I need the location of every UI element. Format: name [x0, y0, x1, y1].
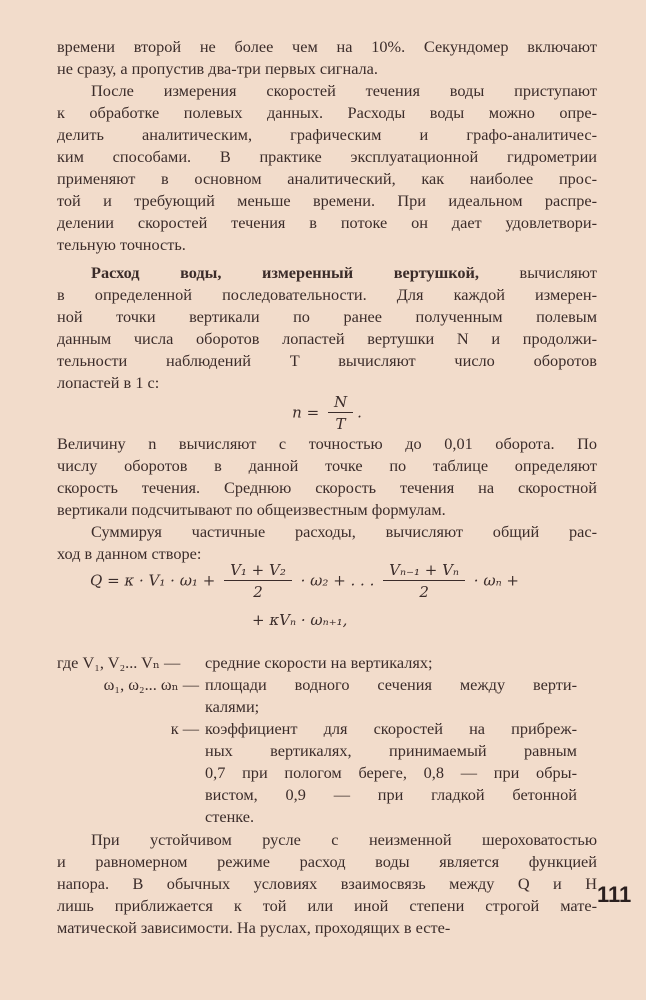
text-line: вертикали подсчитывают по общеизвестным формулам. [57, 500, 446, 519]
legend-definition: ных вертикалях, принимаемый равным [205, 741, 577, 760]
formula-lhs: n = [292, 403, 320, 422]
numerator: V₁ + V₂ [224, 560, 292, 581]
legend-definition: площади водного сечения между верти- [205, 675, 577, 694]
text-line [57, 262, 597, 284]
legend-definition: 0,7 при пологом береге, 0,8 — при обры- [205, 763, 577, 782]
legend-term: к — [170, 719, 199, 738]
text-line: скорость течения. Среднюю скорость течения на скоростной [57, 478, 597, 497]
text-line: лопастей в 1 с: [57, 373, 160, 392]
page-number: 111 [597, 882, 632, 907]
legend-definition: средние скорости на вертикалях; [205, 653, 433, 672]
text-line: в определенной последовательности. Для каждой измерен- [57, 285, 597, 304]
formula-n [57, 392, 597, 435]
variable-legend [57, 652, 597, 828]
legend-term [57, 696, 205, 718]
paragraph-5 [57, 521, 597, 565]
text-line: делить аналитическим, графическим и графо-аналитичес- [57, 125, 597, 144]
bold-term: Расход воды, измеренный вертушкой, [91, 263, 479, 282]
text-line: матической зависимости. На руслах, проходящих в есте- [57, 918, 451, 937]
legend-definition: вистом, 0,9 — при гладкой бетонной [205, 785, 577, 804]
formula-line-2: + κVₙ · ωₙ₊₁, [252, 611, 348, 629]
paragraph-3 [57, 262, 597, 394]
fraction [328, 392, 353, 435]
text-line: той и требующий меньше времени. При идеальном распре- [57, 191, 597, 210]
denominator: 2 [419, 583, 429, 601]
formula-part: · ωₙ + [473, 571, 519, 590]
text-line: Величину n вычисляют с точностью до 0,01 оборота. По [57, 434, 597, 453]
text-line: напора. В обычных условиях взаимосвязь между Q и H [57, 874, 597, 893]
legend-term [57, 806, 205, 828]
text-line: не сразу, а пропустив два-три первых сигнала. [57, 59, 378, 78]
text-line: При устойчивом русле с неизменной шероховатостью [91, 830, 597, 849]
text-line: Суммируя частичные расходы, вычисляют общий рас- [91, 522, 597, 541]
denominator: 2 [253, 583, 263, 601]
text-line: к обработке полевых данных. Расходы воды можно опре- [57, 103, 597, 122]
legend-definition: калями; [205, 697, 260, 716]
formula-end: . [357, 403, 362, 422]
formula-part: Q = κ · V₁ · ω₁ + [90, 571, 216, 590]
legend-definition: коэффициент для скоростей на прибреж- [205, 719, 577, 738]
formula-q [90, 560, 610, 629]
fraction [224, 560, 292, 603]
legend-term: ω₁, ω₂... ωₙ — [103, 675, 199, 694]
text-line: применяют в основном аналитический, как наиболее прос- [57, 169, 597, 188]
text-line: и равномерном режиме расход воды является функцией [57, 852, 597, 871]
numerator: N [328, 392, 353, 413]
paragraph-2 [57, 80, 597, 256]
paragraph-4 [57, 433, 597, 521]
legend-definition: стенке. [205, 807, 255, 826]
numerator: Vₙ₋₁ + Vₙ [383, 560, 465, 581]
text-line: ной точки вертикали по ранее полученным полевым [57, 307, 597, 326]
denominator: T [335, 415, 346, 433]
text-line: лишь приближается к той или иной степени строгой мате- [57, 896, 597, 915]
text-line: тельности наблюдений T вычисляют число оборотов [57, 351, 597, 370]
paragraph-1 [57, 36, 597, 80]
text-line: ход в данном створе: [57, 544, 202, 563]
legend-term [57, 784, 205, 806]
text-span: вычисляют [479, 263, 597, 282]
text-line: тельную точность. [57, 235, 186, 254]
legend-term [57, 740, 205, 762]
legend-term: где V₁, V₂... Vₙ — [57, 653, 181, 672]
text-line: делении скоростей течения в потоке он дает удовлетвори- [57, 213, 597, 232]
text-line: времени второй не более чем на 10%. Секундомер включают [57, 37, 597, 56]
fraction [383, 560, 465, 603]
formula-part: · ω₂ + . . . [300, 571, 375, 590]
text-line: ким способами. В практике эксплуатационной гидрометрии [57, 147, 597, 166]
paragraph-6 [57, 829, 597, 939]
text-line: данным числа оборотов лопастей вертушки N и продолжи- [57, 329, 597, 348]
text-line: числу оборотов в данной точке по таблице определяют [57, 456, 597, 475]
text-line: После измерения скоростей течения воды приступают [91, 81, 597, 100]
legend-term [57, 762, 205, 784]
